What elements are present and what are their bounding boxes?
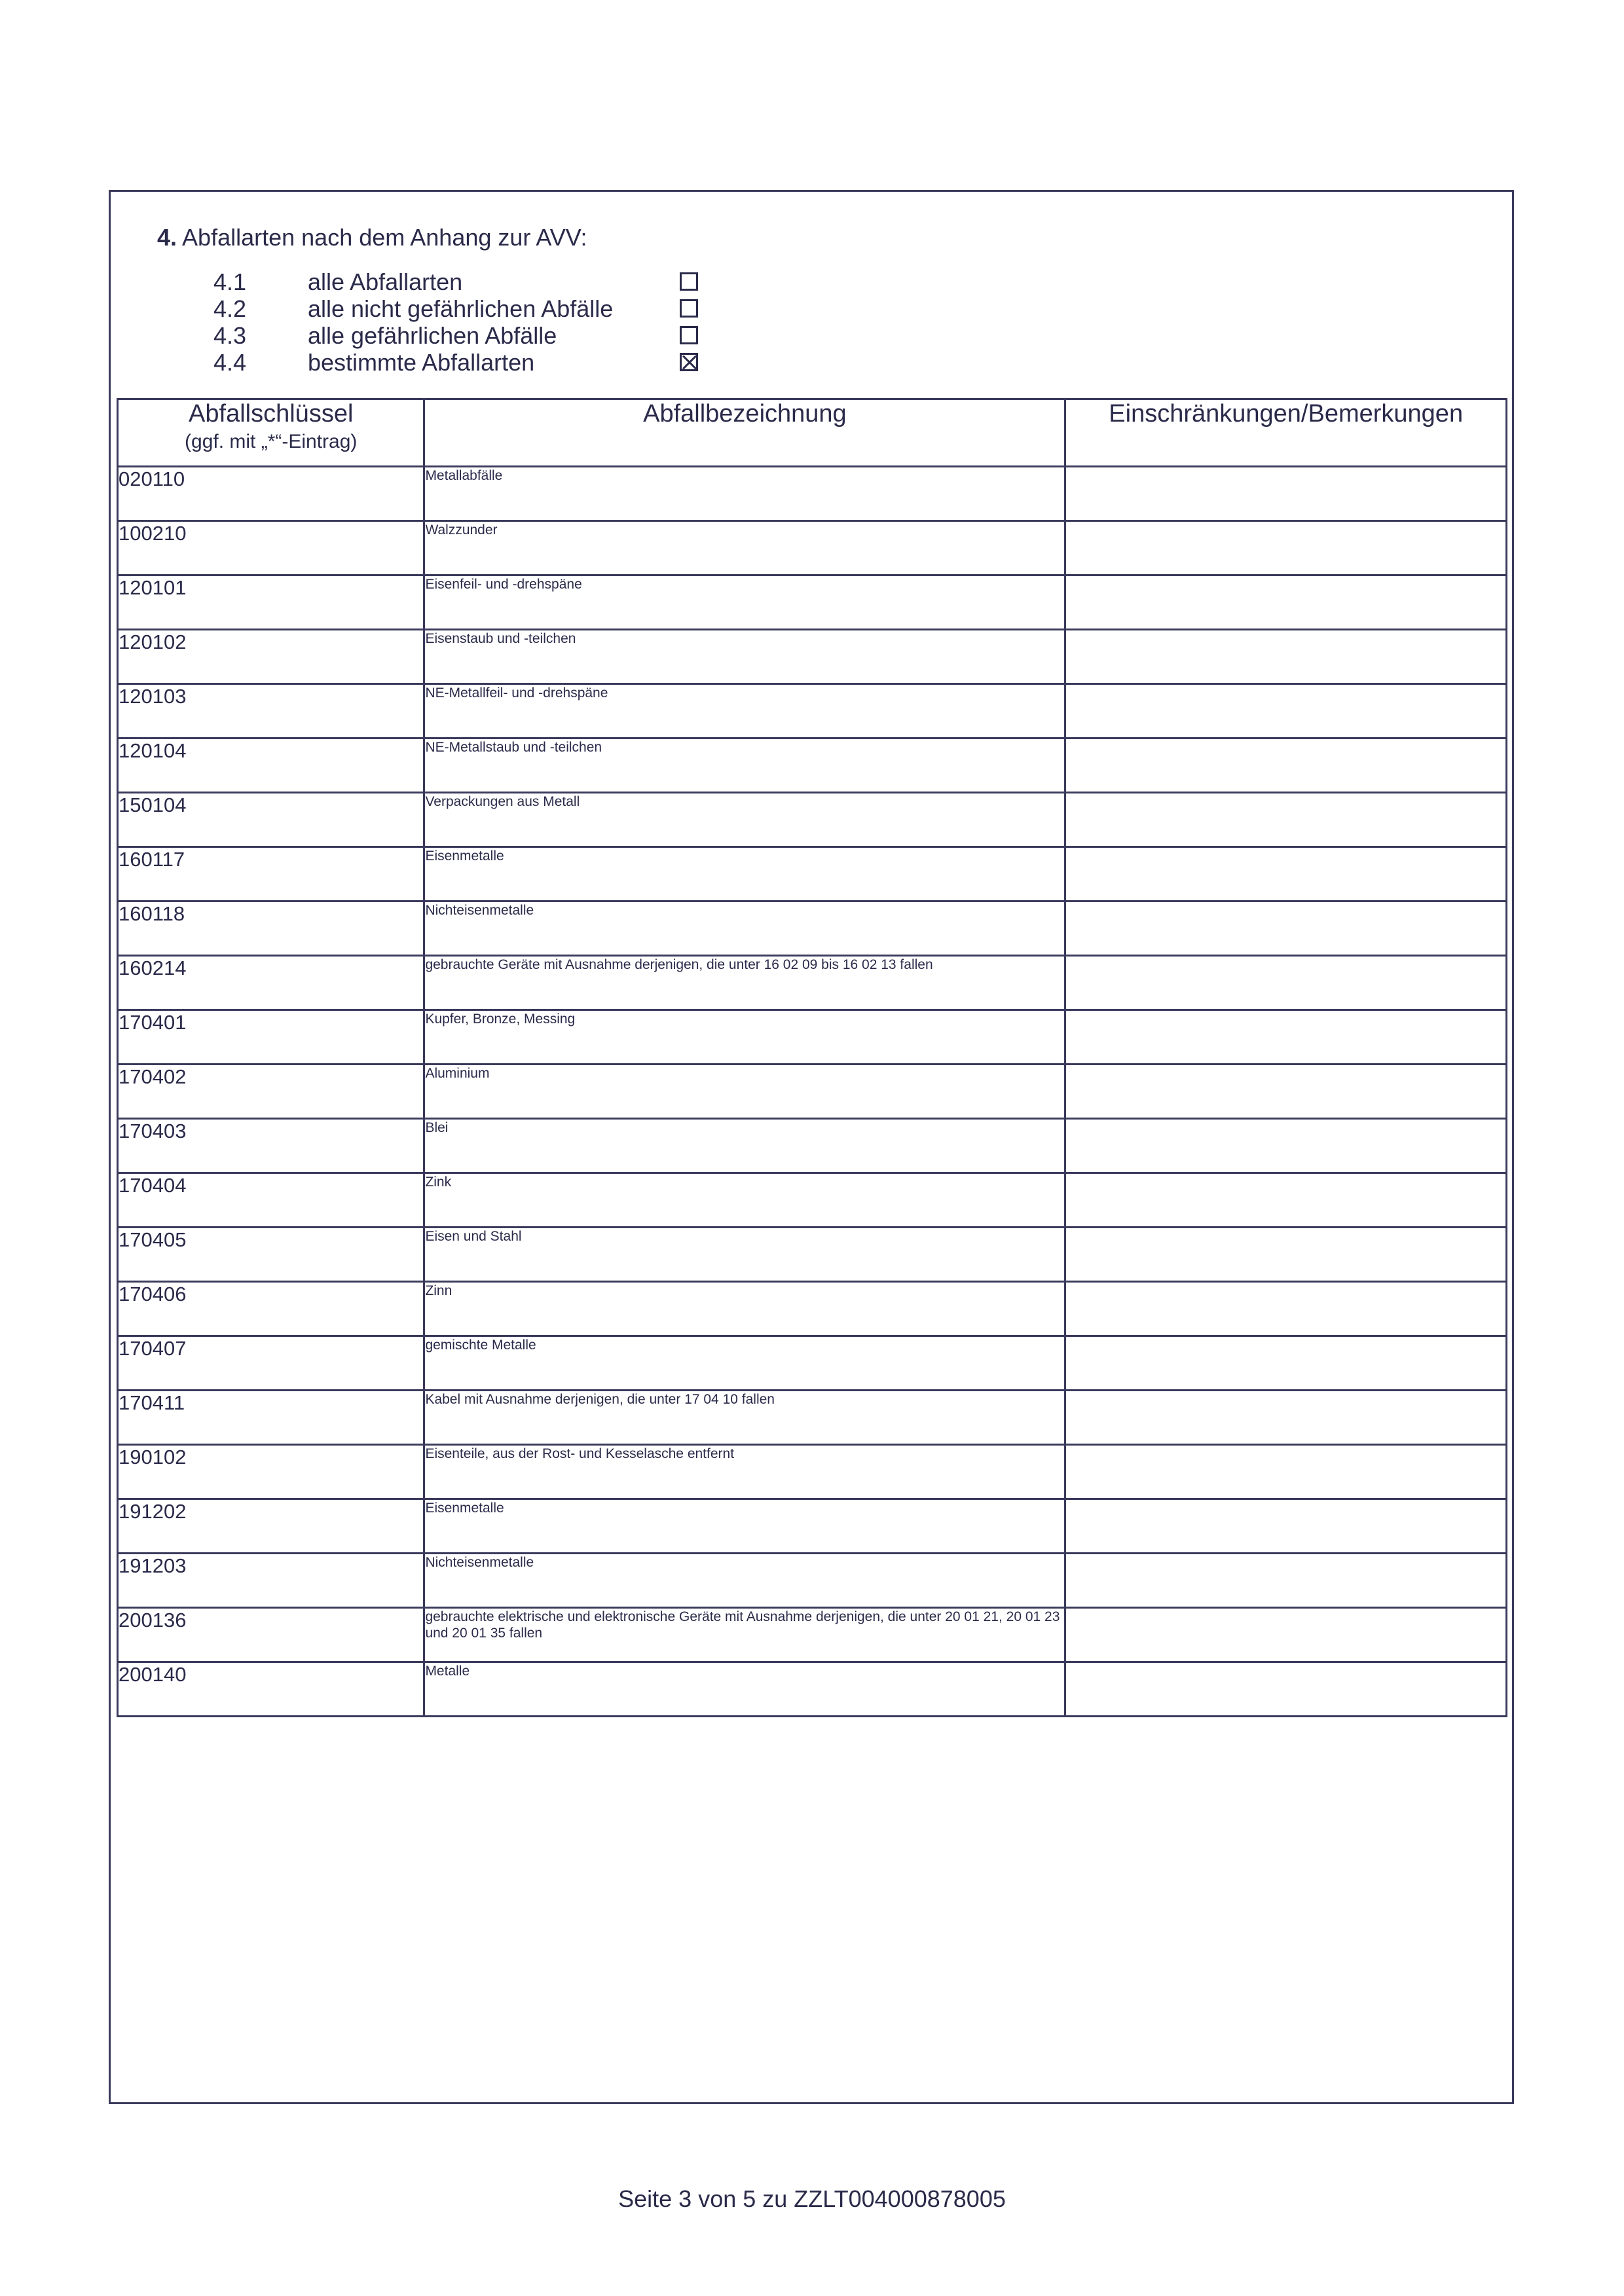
waste-description-cell: Blei: [424, 1119, 1065, 1173]
waste-code-cell: 020110: [118, 467, 424, 521]
waste-code-cell: 170403: [118, 1119, 424, 1173]
waste-description-cell: NE-Metallstaub und -teilchen: [424, 738, 1065, 793]
remarks-cell: [1065, 1228, 1507, 1282]
table-row: [118, 1282, 1507, 1336]
table-row: [118, 1336, 1507, 1391]
page-footer: Seite 3 von 5 zu ZZLT004000878005: [618, 2185, 1006, 2212]
waste-description-cell: Eisenmetalle: [424, 1499, 1065, 1554]
waste-description-cell: Eisenfeil- und -drehspäne: [424, 575, 1065, 630]
waste-description-cell: Eisenteile, aus der Rost- und Kesselasche entfernt: [424, 1445, 1065, 1499]
waste-description-cell: Aluminium: [424, 1065, 1065, 1119]
remarks-cell: [1065, 1119, 1507, 1173]
waste-description-cell: Eisen und Stahl: [424, 1228, 1065, 1282]
table-row: [118, 738, 1507, 793]
waste-description-cell: Metalle: [424, 1662, 1065, 1717]
section-title-text: Abfallarten nach dem Anhang zur AVV:: [182, 224, 587, 251]
checkbox-4-3[interactable]: [680, 326, 698, 344]
table-row: [118, 1119, 1507, 1173]
waste-description-cell: Metallabfälle: [424, 467, 1065, 521]
table-row: [118, 1554, 1507, 1608]
option-4-3: [213, 322, 557, 350]
waste-code-cell: 160117: [118, 847, 424, 902]
remarks-cell: [1065, 1554, 1507, 1608]
remarks-cell: [1065, 521, 1507, 575]
waste-code-cell: 120103: [118, 684, 424, 738]
remarks-cell: [1065, 1282, 1507, 1336]
waste-description-cell: Nichteisenmetalle: [424, 1554, 1065, 1608]
option-number: 4.4: [213, 349, 247, 376]
table-row: [118, 1173, 1507, 1228]
remarks-cell: [1065, 575, 1507, 630]
remarks-cell: [1065, 1499, 1507, 1554]
header-waste-code: [118, 399, 424, 467]
table-row: [118, 847, 1507, 902]
table-row: [118, 1662, 1507, 1717]
option-4-1: [213, 268, 462, 296]
option-4-4: [213, 349, 534, 376]
table-row: [118, 1608, 1507, 1662]
remarks-cell: [1065, 738, 1507, 793]
waste-description-cell: Walzzunder: [424, 521, 1065, 575]
waste-description-cell: Zinn: [424, 1282, 1065, 1336]
waste-code-cell: 160118: [118, 902, 424, 956]
waste-code-cell: 120102: [118, 630, 424, 684]
section-number: 4.: [157, 224, 177, 251]
waste-code-cell: 150104: [118, 793, 424, 847]
waste-code-cell: 191203: [118, 1554, 424, 1608]
table-row: [118, 1228, 1507, 1282]
waste-description-cell: Eisenstaub und -teilchen: [424, 630, 1065, 684]
table-row: [118, 1445, 1507, 1499]
waste-code-cell: 100210: [118, 521, 424, 575]
table-header-row: [118, 399, 1507, 467]
table-row: [118, 1010, 1507, 1065]
header-waste-code-sub: (ggf. mit „*“-Eintrag): [185, 431, 358, 452]
option-label: alle Abfallarten: [308, 268, 463, 295]
waste-code-cell: 170402: [118, 1065, 424, 1119]
header-waste-code-label: Abfallschlüssel: [189, 400, 354, 428]
remarks-cell: [1065, 1391, 1507, 1445]
remarks-cell: [1065, 1445, 1507, 1499]
table-row: [118, 575, 1507, 630]
checkbox-4-2[interactable]: [680, 299, 698, 318]
remarks-cell: [1065, 847, 1507, 902]
waste-code-cell: 170407: [118, 1336, 424, 1391]
section-title: [157, 224, 587, 251]
waste-description-cell: Verpackungen aus Metall: [424, 793, 1065, 847]
waste-code-cell: 160214: [118, 956, 424, 1010]
waste-table: [117, 398, 1507, 1717]
waste-code-cell: 170406: [118, 1282, 424, 1336]
remarks-cell: [1065, 1662, 1507, 1717]
table-row: [118, 684, 1507, 738]
waste-description-cell: Eisenmetalle: [424, 847, 1065, 902]
option-4-2: [213, 295, 613, 323]
waste-code-cell: 200136: [118, 1608, 424, 1662]
waste-description-cell: Kupfer, Bronze, Messing: [424, 1010, 1065, 1065]
header-waste-description: Abfallbezeichnung: [424, 399, 1065, 467]
remarks-cell: [1065, 902, 1507, 956]
waste-description-cell: NE-Metallfeil- und -drehspäne: [424, 684, 1065, 738]
table-row: [118, 467, 1507, 521]
waste-description-cell: Nichteisenmetalle: [424, 902, 1065, 956]
option-label: alle gefährlichen Abfälle: [308, 322, 557, 349]
waste-code-cell: 170404: [118, 1173, 424, 1228]
remarks-cell: [1065, 467, 1507, 521]
option-number: 4.2: [213, 295, 247, 322]
table-row: [118, 1391, 1507, 1445]
waste-code-cell: 200140: [118, 1662, 424, 1717]
option-number: 4.3: [213, 322, 247, 349]
option-label: bestimmte Abfallarten: [308, 349, 535, 376]
remarks-cell: [1065, 793, 1507, 847]
waste-description-cell: gebrauchte elektrische und elektronische Geräte mit Ausnahme derjenigen, die unter 20 01 21, 20 01 23 und 20 01 35 fallen: [424, 1608, 1065, 1662]
waste-code-cell: 170401: [118, 1010, 424, 1065]
table-row: [118, 630, 1507, 684]
table-row: [118, 902, 1507, 956]
option-label: alle nicht gefährlichen Abfälle: [308, 295, 614, 322]
remarks-cell: [1065, 1608, 1507, 1662]
checkbox-4-1[interactable]: [680, 272, 698, 291]
waste-code-cell: 190102: [118, 1445, 424, 1499]
remarks-cell: [1065, 1173, 1507, 1228]
table-row: [118, 1499, 1507, 1554]
table-row: [118, 793, 1507, 847]
option-number: 4.1: [213, 268, 247, 295]
remarks-cell: [1065, 630, 1507, 684]
waste-description-cell: gebrauchte Geräte mit Ausnahme derjenigen, die unter 16 02 09 bis 16 02 13 fallen: [424, 956, 1065, 1010]
waste-code-cell: 191202: [118, 1499, 424, 1554]
header-remarks: Einschränkungen/Bemerkungen: [1065, 399, 1507, 467]
waste-description-cell: gemischte Metalle: [424, 1336, 1065, 1391]
waste-code-cell: 170405: [118, 1228, 424, 1282]
waste-code-cell: 120101: [118, 575, 424, 630]
table-row: [118, 521, 1507, 575]
waste-description-cell: Zink: [424, 1173, 1065, 1228]
waste-description-cell: Kabel mit Ausnahme derjenigen, die unter 17 04 10 fallen: [424, 1391, 1065, 1445]
remarks-cell: [1065, 1010, 1507, 1065]
remarks-cell: [1065, 956, 1507, 1010]
waste-code-cell: 170411: [118, 1391, 424, 1445]
table-row: [118, 1065, 1507, 1119]
table-row: [118, 956, 1507, 1010]
remarks-cell: [1065, 1065, 1507, 1119]
waste-code-cell: 120104: [118, 738, 424, 793]
remarks-cell: [1065, 684, 1507, 738]
remarks-cell: [1065, 1336, 1507, 1391]
checkbox-4-4[interactable]: [680, 353, 698, 371]
